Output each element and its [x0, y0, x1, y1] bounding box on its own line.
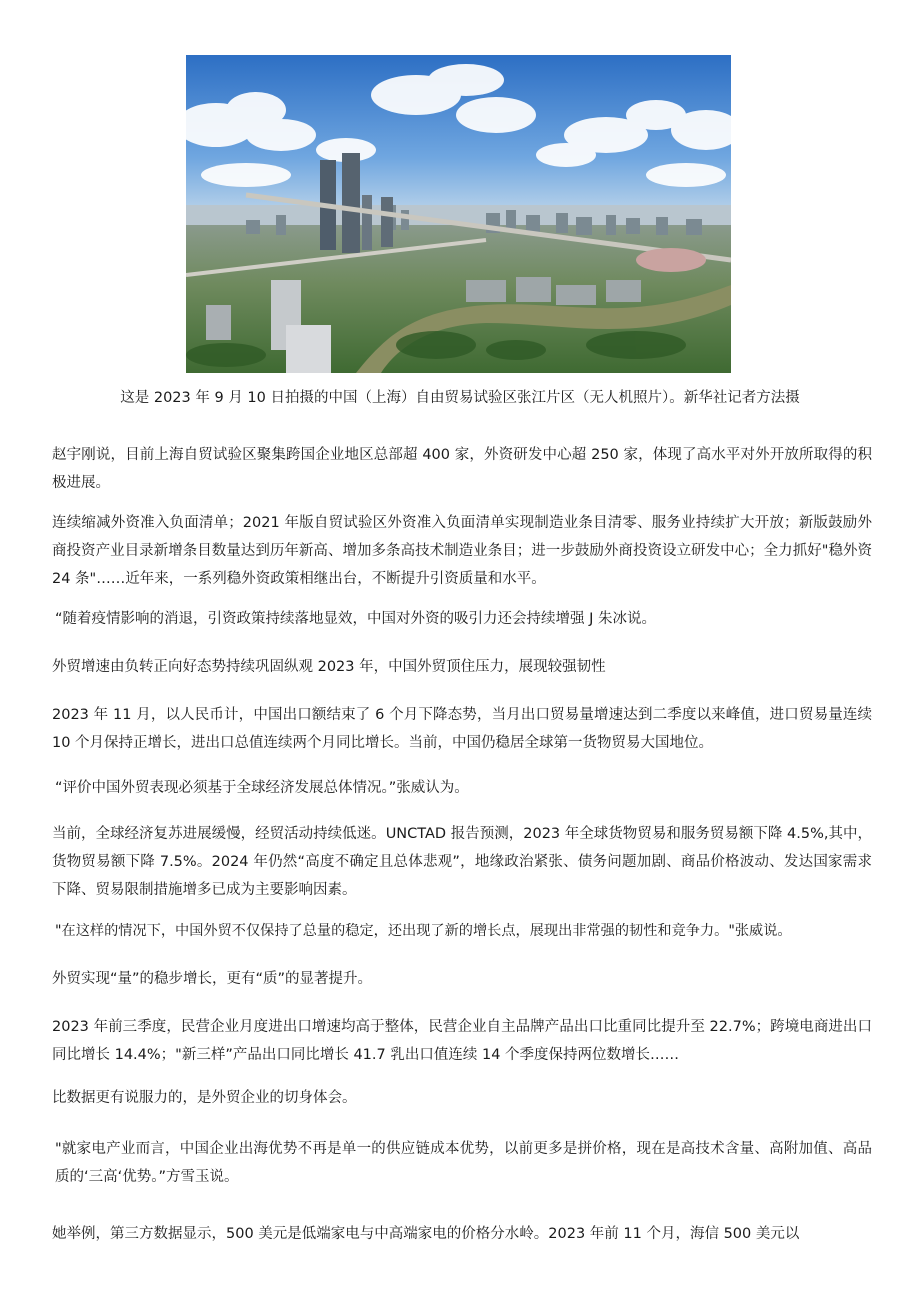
paragraph: "在这样的情况下，中国外贸不仅保持了总量的稳定，还出现了新的增长点，展现出非常强的韧性和竞争力。"张威说。 [55, 923, 792, 939]
figure-caption: 这是 2023 年 9 月 10 日拍摄的中国（上海）自由贸易试验区张江片区（无人机照片）。新华社记者方法摄 [120, 390, 800, 406]
paragraph: “评价中国外贸表现必须基于全球经济发展总体情况。”张威认为。 [55, 780, 469, 796]
aerial-city-image [186, 55, 731, 373]
paragraph: 比数据更有说服力的，是外贸企业的切身体会。 [52, 1090, 357, 1106]
aerial-photo [186, 55, 731, 373]
paragraph: 她举例，第三方数据显示，500 美元是低端家电与中高端家电的价格分水岭。2023 年前 11 个月，海信 500 美元以 [52, 1226, 800, 1242]
paragraph: “随着疫情影响的消退，引资政策持续落地显效，中国对外资的吸引力还会持续增强 J 朱冰说。 [55, 611, 657, 627]
paragraph: 2023 年 11 月，以人民币计，中国出口额结束了 6 个月下降态势，当月出口贸易量增速达到二季度以来峰值，进口贸易量连续 10 个月保持正增长，进出口总值连续两个月同比增长。当前，中国仍稳居全球第一货物贸易大国地位。 [52, 707, 872, 751]
paragraph: 外贸实现“量”的稳步增长，更有“质”的显著提升。 [52, 971, 373, 987]
paragraph: 当前，全球经济复苏进展缓慢，经贸活动持续低迷。UNCTAD 报告预测，2023 年全球货物贸易和服务贸易额下降 4.5%,其中，货物贸易额下降 7.5%。2024 年仍然“高度不确定且总体悲观”，地缘政治紧张、债务问题加剧、商品价格波动、发达国家需求下降、贸易限制措施增多已成为主要影响因素。 [52, 826, 872, 898]
paragraph: 外贸增速由负转正向好态势持续巩固纵观 2023 年，中国外贸顶住压力，展现较强韧性 [52, 659, 606, 675]
paragraph: 2023 年前三季度，民营企业月度进出口增速均高于整体，民营企业自主品牌产品出口比重同比提升至 22.7%；跨境电商进出口同比增长 14.4%；"新三样”产品出口同比增长 41.7 乳出口值连续 14 个季度保持两位数增长…… [52, 1019, 872, 1063]
paragraph: 赵宇刚说，目前上海自贸试验区聚集跨国企业地区总部超 400 家，外资研发中心超 250 家，体现了高水平对外开放所取得的积极进展。 [52, 447, 872, 491]
paragraph: 连续缩减外资准入负面清单；2021 年版自贸试验区外资准入负面清单实现制造业条目清零、服务业持续扩大开放；新版鼓励外商投资产业目录新增条目数量达到历年新高、增加多条高技术制造业条目；进一步鼓励外商投资设立研发中心；全力抓好"稳外资 24 条"……近年来，一系列稳外资政策相继出台，不断提升引资质量和水平。 [52, 515, 872, 587]
paragraph: "就家电产业而言，中国企业出海优势不再是单一的供应链成本优势，以前更多是拼价格，现在是高技术含量、高附加值、高品质的‘三高‘优势。”方雪玉说。 [55, 1141, 872, 1185]
